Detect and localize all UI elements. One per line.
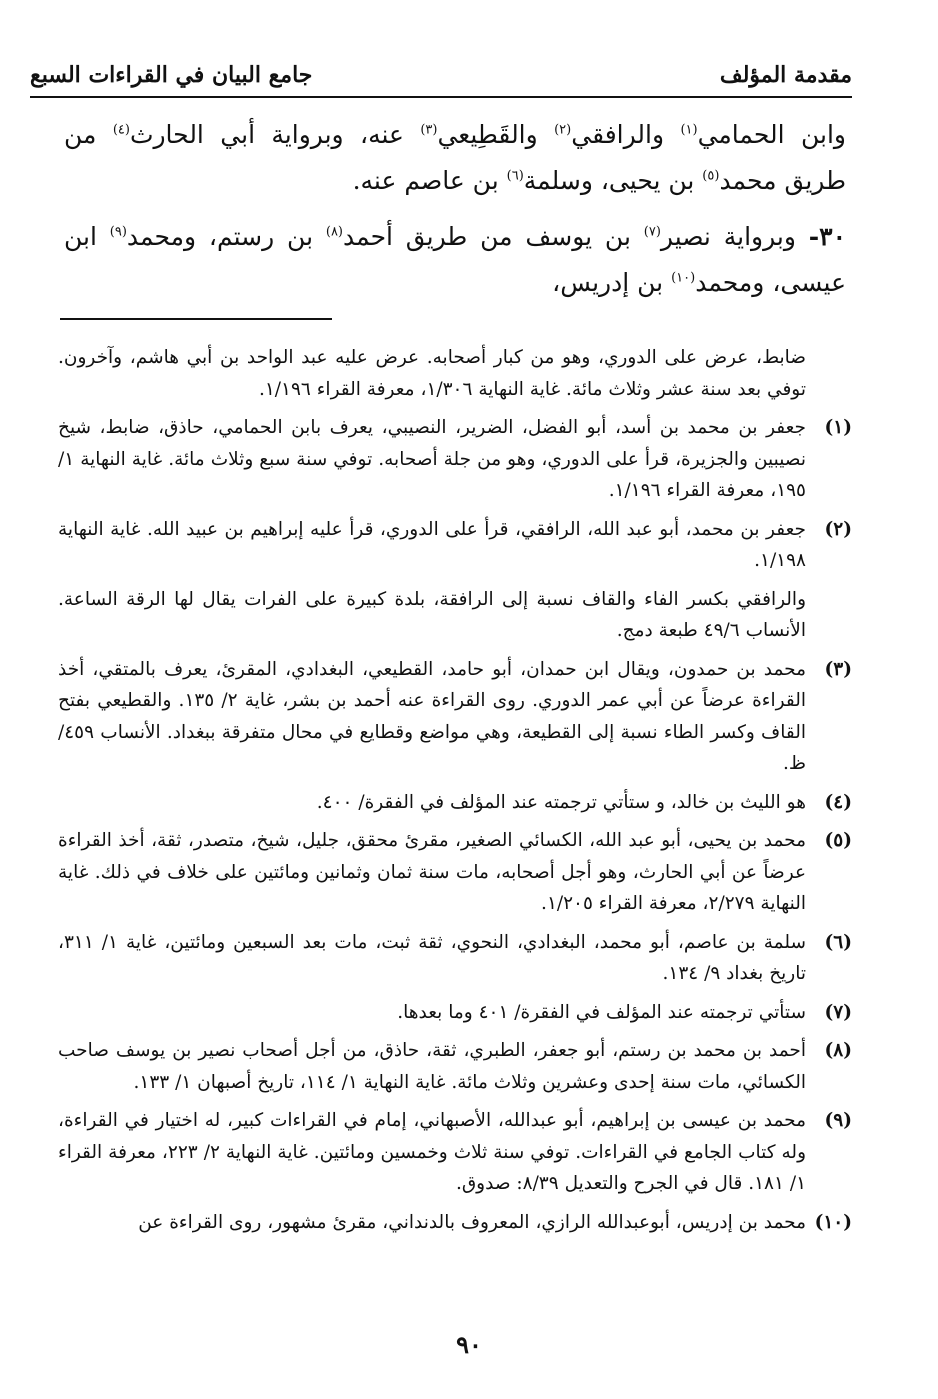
footnote: (١) جعفر بن محمد بن أسد، أبو الفضل، الضرير، النصيبي، يعرف بابن الحمامي، حاذق، ضابط، شيخ نصيبين والجزيرة، قرأ على الدوري، وهو من جلة أصحابه. توفي سنة سبع وثلاث مائة. غاية النهاية ١/ ١٩٥، معرفة القراء ١/١٩٦. (58, 412, 852, 507)
footnote-number: (١) (824, 417, 852, 438)
footnote-extra: والرافقي بكسر الفاء والقاف نسبة إلى الرافقة، بلدة كبيرة على الفرات يقال لها الرقة الساعة. الأنساب ٤٩/٦ طبعة دمج. (58, 588, 806, 641)
footnote-number: (١٠) (814, 1211, 852, 1233)
running-header (30, 62, 852, 98)
footnote: (٨) أحمد بن محمد بن رستم، أبو جعفر، الطبري، ثقة، حاذق، من أجل أصحاب نصير بن يوسف صاحب الكسائي، مات سنة إحدى وعشرين وثلاث مائة. غاية النهاية ١/ ١١٤، تاريخ أصبهان ١/ ١٣٣. (58, 1035, 852, 1098)
footnote-ref[interactable]: (١٠) (671, 270, 696, 286)
footnote: (١٠) محمد بن إدريس، أبوعبدالله الرازي، المعروف بالدنداني، مقرئ مشهور، روى القراءة عن (58, 1207, 852, 1239)
footnote: (٩) محمد بن عيسى بن إبراهيم، أبو عبدالله، الأصبهاني، إمام في القراءات كبير، له اختيار في القراءة، وله كتاب الجامع في القراءات. توفي سنة ثلاث وخمسين ومائتين. غاية النهاية ٢/ ٢٢٣، معرفة القراء ١/ ١٨١. قال في الجرح والتعديل ٨/٣٩: صدوق. (58, 1105, 852, 1200)
paragraph: وابن الحمامي$^{(١)}$ والرافقي$^{(٢)}$ والقَطِيعي$^{(٣)}$ عنه، وبرواية أبي الحارث$^{(٤)}$ من طريق محمد$^{(٥)}$ بن يحيى، وسلمة$^{(٦)}$ بن عاصم عنه. (64, 120, 846, 195)
footnote-ref[interactable]: (١) (680, 122, 698, 138)
footnote-number: (٢) (824, 518, 852, 540)
footnote: (٦) سلمة بن عاصم، أبو محمد، البغدادي، النحوي، ثقة ثبت، مات بعد السبعين ومائتين، غاية ١/ ٣١١، تاريخ بغداد ٩/ ١٣٤. (58, 927, 852, 990)
footnotes (58, 342, 852, 1245)
footnote: (٤) هو الليث بن خالد، و ستأتي ترجمته عند المؤلف في الفقرة/ ٤٠٠. (58, 787, 852, 819)
page-number: ٩٠ (456, 1330, 482, 1359)
book-title: جامع البيان في القراءات السبع (30, 62, 313, 88)
footnote-ref[interactable]: (٥) (702, 168, 720, 184)
footnote: (٣) محمد بن حمدون، ويقال ابن حمدان، أبو حامد، القطيعي، البغدادي، المقرئ، يعرف بالمتقي، أخذ القراءة عرضاً عن أبي عمر الدوري. روى القراءة عنه أحمد بن بشر، غاية ٢/ ١٣٥. والقطيعي بفتح القاف وكسر الطاء نسبة إلى القطيعة، وهي مواضع وقطايع في محال متفرقة ببغداد. الأنساب ٤٥٩/ظ. (58, 654, 852, 780)
footnote-number: (٣) (824, 658, 852, 680)
footnote: (٧) ستأتي ترجمته عند المؤلف في الفقرة/ ٤٠١ وما بعدها. (58, 997, 852, 1029)
footnote-ref[interactable]: (٩) (109, 224, 127, 240)
footnote-continuation: ضابط، عرض على الدوري، وهو من كبار أصحابه. عرض عليه عبد الواحد بن أبي هاشم، وآخرون. توفي بعد سنة عشر وثلاث مائة. غاية النهاية ١/٣٠٦، معرفة القراء ١/١٩٦. (58, 347, 806, 400)
footnote: (٥) محمد بن يحيى، أبو عبد الله، الكسائي الصغير، مقرئ محقق، جليل، شيخ، متصدر، ثقة، أخذ القراءة عرضاً عن أبي الحارث، وهو أجل أصحابه، مات سنة ثمان وثمانين ومائتين على خلاف في ذلك. غاية النهاية ٢/٢٧٩، معرفة القراء ١/٢٠٥. (58, 825, 852, 920)
footnote-ref[interactable]: (٨) (325, 224, 343, 240)
footnote-number: (٥) (824, 830, 852, 851)
footnote-number: (٦) (824, 931, 852, 953)
paragraph: ٣٠- وبرواية نصير$^{(٧)}$ بن يوسف من طريق أحمد$^{(٨)}$ بن رستم، ومحمد$^{(٩)}$ ابن عيسى، ومحمد$^{(١٠)}$ بن إدريس، (64, 222, 847, 297)
footnote-ref[interactable]: (٤) (112, 122, 130, 138)
footnote-separator (60, 318, 332, 320)
chapter-title: مقدمة المؤلف (719, 62, 852, 88)
footnote-ref[interactable]: (٢) (554, 122, 572, 138)
footnote-number: (٩) (824, 1110, 852, 1131)
footnote-number: (٧) (824, 1001, 852, 1023)
footnote-ref[interactable]: (٧) (643, 224, 661, 240)
paragraph-number: ٣٠- (808, 222, 847, 251)
footnote-number: (٤) (824, 791, 852, 813)
main-text (64, 112, 846, 316)
footnote-ref[interactable]: (٦) (506, 168, 524, 184)
footnote: (٢) جعفر بن محمد، أبو عبد الله، الرافقي، قرأ على الدوري، قرأ عليه إبراهيم بن عبيد الله. غاية النهاية ١/١٩٨. (58, 514, 852, 577)
footnote-ref[interactable]: (٣) (420, 122, 438, 138)
footnote-number: (٨) (824, 1040, 852, 1061)
